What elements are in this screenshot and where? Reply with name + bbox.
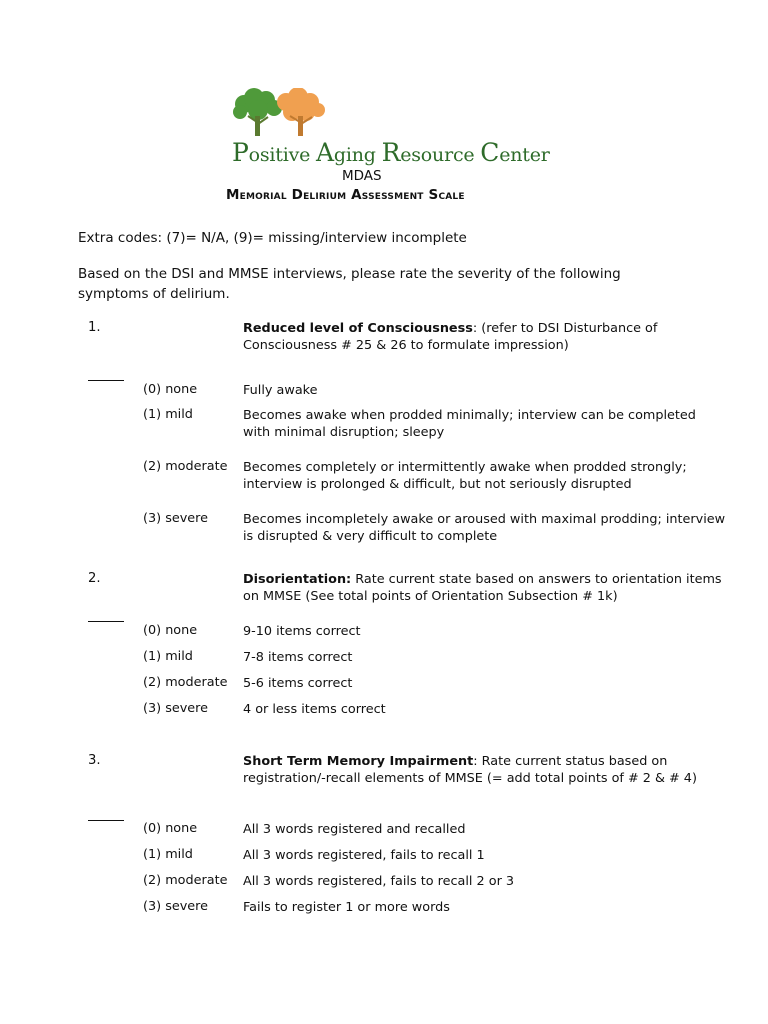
item-2-option-3-label: (3) severe <box>143 701 209 716</box>
doc-code: MDAS <box>342 168 382 184</box>
item-1-description: : (refer to DSI Disturbance of Consciousness # 25 & 26 to formulate impression) <box>243 321 658 353</box>
item-1-option-1-label: (1) mild <box>143 407 193 422</box>
item-3-option-1-text: All 3 words registered, fails to recall 1 <box>243 848 485 863</box>
item-3-option-3-text: Fails to register 1 or more words <box>243 900 450 915</box>
item-2-option-1-text: 7-8 items correct <box>243 650 353 665</box>
item-1-number: 1. <box>88 320 101 335</box>
item-2-option-1-label: (1) mild <box>143 649 193 664</box>
item-3-option-0-text: All 3 words registered and recalled <box>243 822 466 837</box>
item-2-number: 2. <box>88 571 101 586</box>
item-2-title: Disorientation: <box>243 572 352 587</box>
item-1-score-blank[interactable] <box>88 380 124 381</box>
extra-codes-text: Extra codes: (7)= N/A, (9)= missing/interview incomplete <box>78 230 467 246</box>
item-2-option-2-text: 5-6 items correct <box>243 676 353 691</box>
doc-title: Memorial Delirium Assessment Scale <box>226 187 465 203</box>
item-3-number: 3. <box>88 753 101 768</box>
item-1-option-3-label: (3) severe <box>143 511 209 526</box>
tree-logo-icon <box>230 88 330 140</box>
instruction-text: Based on the DSI and MMSE interviews, please rate the severity of the following symptoms of delirium. <box>78 266 621 302</box>
item-1-option-1-text: Becomes awake when prodded minimally; interview can be completed with minimal disruption; sleepy <box>243 408 696 440</box>
item-2-heading <box>243 571 733 605</box>
item-3-option-2-label: (2) moderate <box>143 873 228 888</box>
item-3-option-1-label: (1) mild <box>143 847 193 862</box>
item-1-option-2-label: (2) moderate <box>143 459 228 474</box>
item-2-option-2-label: (2) moderate <box>143 675 228 690</box>
item-1-heading <box>243 320 663 354</box>
item-2-option-3-text: 4 or less items correct <box>243 702 386 717</box>
organization-name: Positive Aging Resource Center <box>232 138 550 167</box>
item-2-description: Rate current state based on answers to orientation items on MMSE (See total points of Orientation Subsection # 1k) <box>243 572 722 604</box>
item-1-title: Reduced level of Consciousness <box>243 321 473 336</box>
item-2-option-0-text: 9-10 items correct <box>243 624 361 639</box>
item-1-option-2-text: Becomes completely or intermittently awake when prodded strongly; interview is prolonged & difficult, but not seriously disrupted <box>243 460 687 492</box>
item-1-option-0-text: Fully awake <box>243 383 318 398</box>
item-3-title: Short Term Memory Impairment <box>243 754 474 769</box>
item-2-score-blank[interactable] <box>88 621 124 622</box>
item-1-option-3-text: Becomes incompletely awake or aroused with maximal prodding; interview is disrupted & very difficult to complete <box>243 512 726 544</box>
item-3-option-0-label: (0) none <box>143 821 198 836</box>
item-2-option-0-label: (0) none <box>143 623 198 638</box>
item-3-heading <box>243 753 743 787</box>
item-1-option-0-label: (0) none <box>143 382 198 397</box>
item-3-score-blank[interactable] <box>88 820 124 821</box>
item-3-option-2-text: All 3 words registered, fails to recall 2 or 3 <box>243 874 515 889</box>
item-3-description: : Rate current status based on registration/-recall elements of MMSE (= add total points of # 2 & # 4) <box>243 754 697 786</box>
item-3-option-3-label: (3) severe <box>143 899 209 914</box>
